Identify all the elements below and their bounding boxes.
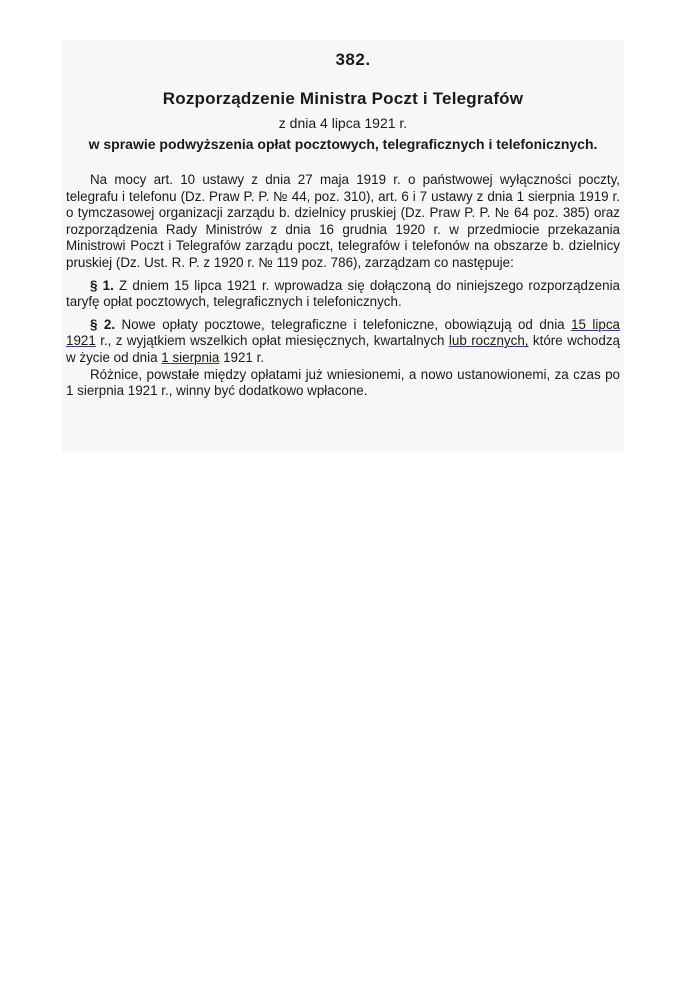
document-page	[66, 46, 620, 400]
document-date: z dnia 4 lipca 1921 r.	[278, 115, 408, 131]
section-2-text-b: r., z wyjątkiem wszelkich opłat miesięcznych, kwartalnych	[100, 333, 445, 349]
section-2-mark: § 2.	[90, 316, 116, 332]
section-2-paragraph	[66, 317, 620, 367]
page-number: 382.	[335, 50, 371, 69]
document-subject: w sprawie podwyższenia opłat pocztowych, telegraficznych i telefonicznych.	[88, 136, 598, 152]
section-2-date-a: 15 lipca 1921	[66, 316, 620, 349]
document-body	[66, 172, 620, 400]
section-1-paragraph	[66, 278, 620, 311]
section-2-date-b: 1 sierpnia	[161, 349, 220, 365]
section-1-text: Z dniem 15 lipca 1921 r. wprowadza się dołączoną do niniejszego rozporządzenia taryfę opłat pocztowych, telegraficznych i telefonicznych.	[66, 277, 620, 310]
section-1-mark: § 1.	[90, 277, 114, 293]
section-2-followup-paragraph: Różnice, powstałe między opłatami już wniesionemi, a nowo ustanowionemi, za czas po 1 sierpnia 1921 r., winny być dodatkowo wpłacone.	[66, 366, 620, 399]
section-2-text-d: 1921 r.	[223, 349, 265, 365]
section-2-text-c: które wchodzą w życie od dnia	[66, 333, 620, 365]
document-title: Rozporządzenie Ministra Poczt i Telegrafów	[162, 89, 524, 108]
section-2-text-a: Nowe opłaty pocztowe, telegraficzne i telefoniczne, obowiązują od dnia	[121, 316, 565, 332]
preamble-paragraph: Na mocy art. 10 ustawy z dnia 27 maja 1919 r. o państwowej wyłączności poczty, telegrafu i telefonu (Dz. Praw P. P. № 44, poz. 310), art. 6 i 7 ustawy z dnia 1 sierpnia 1919 r. o tymczasowej organizacji zarządu b. dzielnicy pruskiej (Dz. Praw P. P. № 64 poz. 385) oraz rozporządzenia Rady Ministrów z dnia 16 grudnia 1920 r. w przedmiocie przekazania Ministrowi Poczt i Telegrafów zarządu poczt, telegrafów i telefonów na obszarze b. dzielnicy pruskiej (Dz. Ust. R. P. z 1920 r. № 119 poz. 786), zarządzam co następuje:	[66, 172, 620, 270]
section-2-annual: lub rocznych,	[448, 333, 529, 349]
